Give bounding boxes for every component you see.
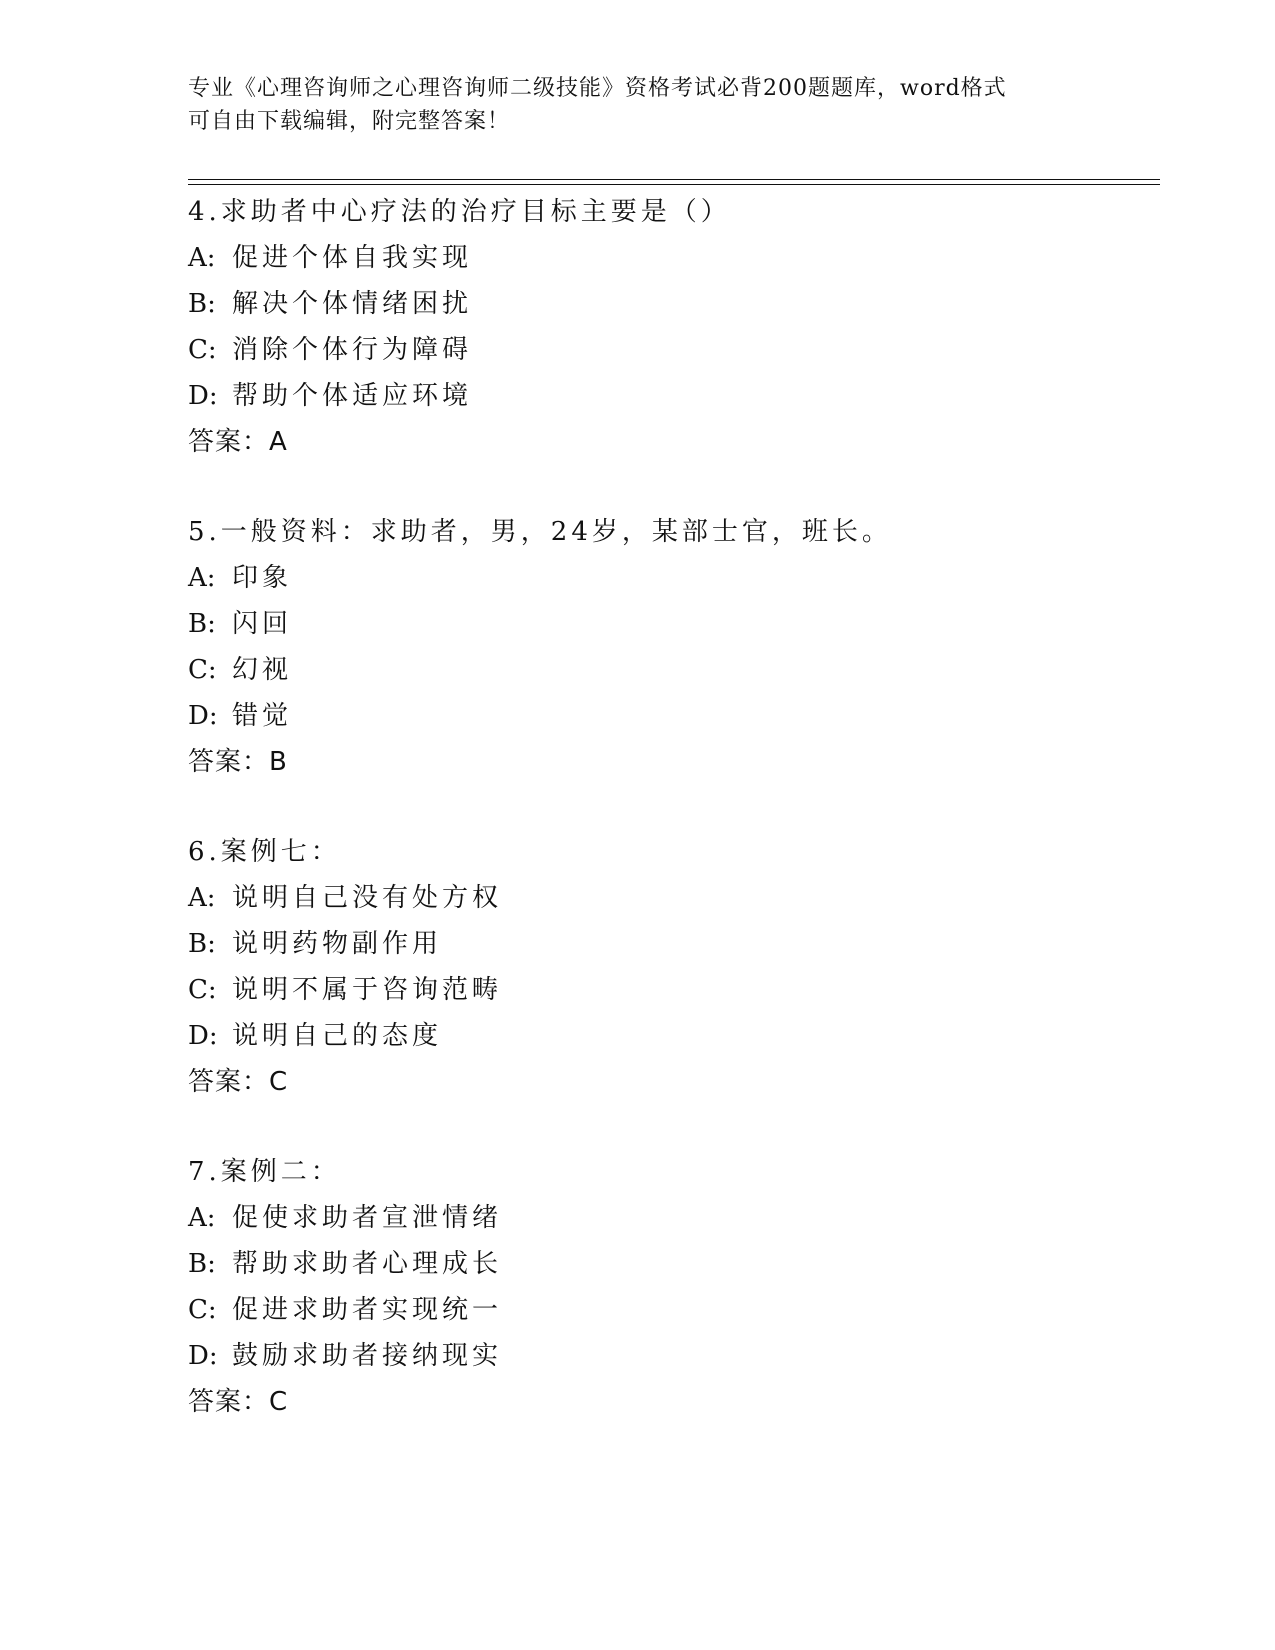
question-block (188, 1149, 1088, 1425)
answer-line: 答案：C (188, 1067, 289, 1097)
option-key: A: (188, 563, 216, 593)
question-block (188, 189, 1088, 465)
option-row (188, 647, 1088, 693)
option-key: C: (188, 335, 217, 365)
option-text: 促使求助者宣泄情绪 (232, 1203, 503, 1233)
option-key: D: (188, 381, 218, 411)
answer-line: 答案：A (188, 427, 288, 457)
option-row (188, 373, 1088, 419)
option-row (188, 327, 1088, 373)
question-stem: 7.案例二： (188, 1157, 341, 1187)
header-line-2: 可自由下载编辑，附完整答案！ (188, 109, 511, 134)
answer-line: 答案：C (188, 1387, 289, 1417)
option-row (188, 235, 1088, 281)
option-row (188, 1287, 1088, 1333)
option-text: 幻视 (232, 655, 293, 685)
option-text: 促进个体自我实现 (232, 243, 473, 273)
option-key: C: (188, 655, 217, 685)
question-block (188, 829, 1088, 1105)
option-key: B: (188, 1249, 216, 1279)
option-row (188, 1195, 1088, 1241)
option-row (188, 1241, 1088, 1287)
option-row (188, 281, 1088, 327)
header-divider-top (188, 179, 1160, 180)
option-row (188, 921, 1088, 967)
option-text: 印象 (232, 563, 293, 593)
question-stem: 4.求助者中心疗法的治疗目标主要是（） (188, 197, 731, 227)
option-text: 鼓励求助者接纳现实 (232, 1341, 503, 1371)
option-row (188, 693, 1088, 739)
option-text: 错觉 (232, 701, 293, 731)
option-text: 消除个体行为障碍 (232, 335, 473, 365)
option-row (188, 875, 1088, 921)
option-text: 说明药物副作用 (232, 929, 443, 959)
option-row (188, 967, 1088, 1013)
option-row (188, 1333, 1088, 1379)
option-row (188, 1013, 1088, 1059)
option-text: 说明自己没有处方权 (232, 883, 503, 913)
option-key: D: (188, 1021, 218, 1051)
option-text: 闪回 (232, 609, 293, 639)
question-stem: 6.案例七： (188, 837, 341, 867)
option-key: B: (188, 929, 216, 959)
option-key: B: (188, 289, 216, 319)
option-key: D: (188, 701, 218, 731)
answer-line: 答案：B (188, 747, 288, 777)
question-stem: 5.一般资料：求助者，男，24岁，某部士官，班长。 (188, 517, 892, 547)
option-text: 帮助个体适应环境 (232, 381, 473, 411)
header-divider-bottom (188, 184, 1160, 185)
option-text: 帮助求助者心理成长 (232, 1249, 503, 1279)
option-row (188, 601, 1088, 647)
option-key: D: (188, 1341, 218, 1371)
header-line-1: 专业《心理咨询师之心理咨询师二级技能》资格考试必背200题题库，word格式 (188, 76, 1007, 101)
option-key: A: (188, 243, 216, 273)
option-text: 说明自己的态度 (232, 1021, 443, 1051)
document-header (188, 72, 1088, 138)
option-text: 解决个体情绪困扰 (232, 289, 473, 319)
option-text: 促进求助者实现统一 (232, 1295, 503, 1325)
option-key: C: (188, 1295, 217, 1325)
option-key: A: (188, 883, 216, 913)
option-key: C: (188, 975, 217, 1005)
option-row (188, 555, 1088, 601)
option-key: A: (188, 1203, 216, 1233)
option-key: B: (188, 609, 216, 639)
question-block (188, 509, 1088, 785)
option-text: 说明不属于咨询范畴 (232, 975, 503, 1005)
